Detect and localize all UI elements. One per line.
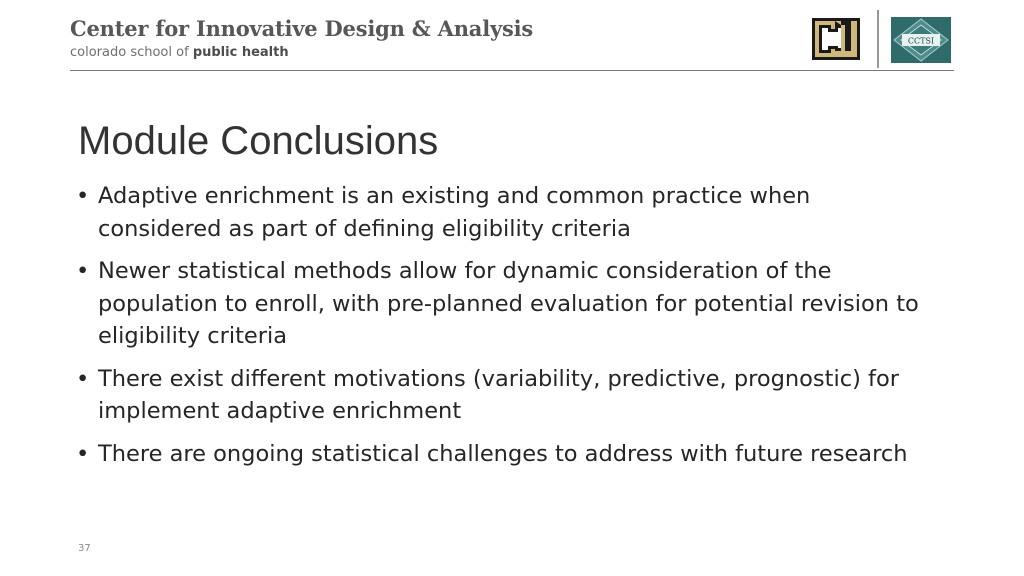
bullet-item [76,255,936,353]
bullet-list [76,180,936,480]
bullet-item [76,438,936,471]
organization-name: Center for Innovative Design & Analysis [70,16,533,41]
cu-logo-icon [808,12,864,66]
bullet-marker: • [76,365,90,392]
bullet-item [76,363,936,428]
bullet-marker: • [76,183,90,209]
school-name-emphasis: public health [192,45,289,60]
bullet-text: There exist different motivations (variability, predictive, prognostic) for implement adaptive enrichment [98,365,899,424]
bullet-text: Newer statistical methods allow for dynamic consideration of the population to enroll, with pre-planned evaluation for potential revision to eligibility criteria [98,258,919,349]
bullet-item [76,180,936,245]
logo-divider [877,10,879,68]
bullet-text: Adaptive enrichment is an existing and common practice when considered as part of defining eligibility criteria [98,183,811,242]
school-name [70,45,289,60]
header-rule [70,70,954,71]
page-number: 37 [78,543,91,554]
cctsi-logo-text: CCTSI [907,36,935,46]
slide-title: Module Conclusions [78,118,439,163]
bullet-marker: • [76,258,90,284]
cctsi-logo-icon [890,16,952,64]
bullet-marker: • [76,440,90,467]
bullet-text: There are ongoing statistical challenges to address with future research [98,440,908,467]
school-name-prefix: colorado school of [70,45,189,60]
